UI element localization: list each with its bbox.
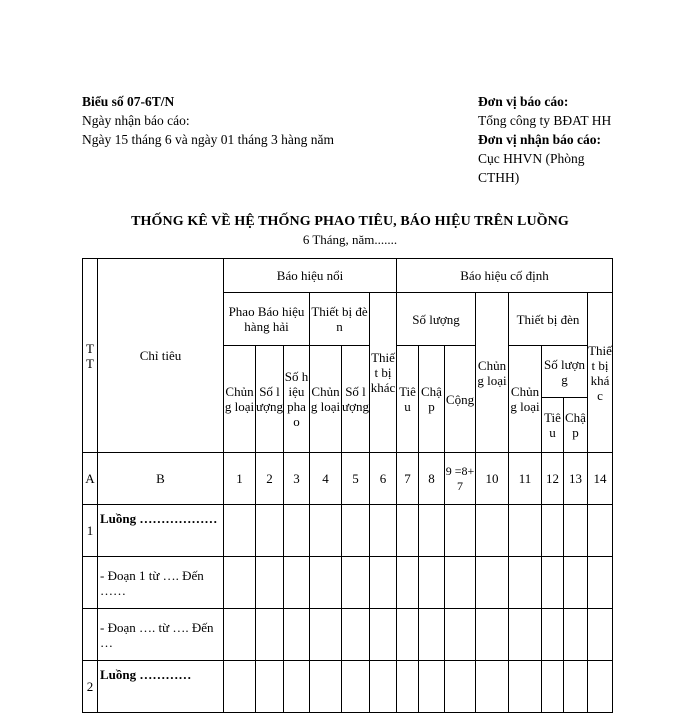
h-lamp-qty2: Số lượng bbox=[542, 346, 588, 398]
index-cell: 8 bbox=[419, 453, 445, 505]
index-cell: 11 bbox=[509, 453, 542, 505]
h-large: Chập bbox=[419, 346, 445, 453]
row-tt: 1 bbox=[83, 505, 98, 557]
h-qty: Số lượng bbox=[256, 346, 284, 453]
h-type: Chủng loại bbox=[224, 346, 256, 453]
document-title: THỐNG KÊ VỀ HỆ THỐNG PHAO TIÊU, BÁO HIỆU TRÊN LUỒNG bbox=[131, 214, 569, 229]
h-small: Tiêu bbox=[397, 346, 419, 453]
h-total: Cộng bbox=[445, 346, 476, 453]
reporting-unit-label: Đơn vị báo cáo: bbox=[478, 94, 569, 109]
sub-buoy: Phao Báo hiệu hàng hải bbox=[224, 293, 310, 346]
sub-quantity: Số lượng bbox=[397, 293, 476, 346]
h-buoy-no: Số hiệu phao bbox=[284, 346, 310, 453]
group-fixed-signals: Báo hiệu cố định bbox=[397, 259, 613, 293]
row-tt bbox=[83, 557, 98, 609]
receiving-unit-label: Đơn vị nhận báo cáo: bbox=[478, 132, 602, 147]
sub-lamp-fixed: Thiết bị đèn bbox=[509, 293, 588, 346]
document-subtitle: 6 Tháng, năm....... bbox=[302, 232, 398, 247]
receive-date-label: Ngày nhận báo cáo: bbox=[82, 113, 190, 128]
col-chi-tieu: Chỉ tiêu bbox=[98, 259, 224, 453]
fixed-types: Chủng loại bbox=[476, 293, 509, 453]
index-cell: 13 bbox=[564, 453, 588, 505]
index-cell: 7 bbox=[397, 453, 419, 505]
index-cell: 14 bbox=[588, 453, 613, 505]
statistics-table bbox=[82, 258, 613, 713]
h-small2: Tiêu bbox=[542, 398, 564, 453]
index-cell: 3 bbox=[284, 453, 310, 505]
h-lamp-qty: Số lượng bbox=[342, 346, 370, 453]
index-cell: A bbox=[83, 453, 98, 505]
index-cell: 12 bbox=[542, 453, 564, 505]
row-tt bbox=[83, 609, 98, 661]
h-lamp-type: Chủng loại bbox=[310, 346, 342, 453]
index-cell: 4 bbox=[310, 453, 342, 505]
index-cell: 10 bbox=[476, 453, 509, 505]
h-lamp-type2: Chủng loại bbox=[509, 346, 542, 453]
other-floating: Thiết bị khác bbox=[370, 293, 397, 453]
other-fixed: Thiết bị khác bbox=[588, 293, 613, 453]
index-cell: 9 =8+7 bbox=[445, 453, 476, 505]
row-label: Luồng ………… bbox=[98, 661, 224, 713]
header-left bbox=[82, 92, 334, 149]
group-floating-signals: Báo hiệu nổi bbox=[224, 259, 397, 293]
row-label: - Đoạn …. từ …. Đến … bbox=[98, 609, 224, 661]
index-cell: 2 bbox=[256, 453, 284, 505]
h-large2: Chập bbox=[564, 398, 588, 453]
header-right bbox=[478, 92, 628, 187]
form-number: Biểu số 07-6T/N bbox=[82, 94, 175, 109]
index-cell: 1 bbox=[224, 453, 256, 505]
receive-date-value: Ngày 15 tháng 6 và ngày 01 tháng 3 hàng năm bbox=[82, 132, 334, 147]
row-label: Luồng ……………… bbox=[98, 505, 224, 557]
reporting-unit-value: Tổng công ty BĐAT HH bbox=[478, 113, 612, 128]
index-cell: B bbox=[98, 453, 224, 505]
row-label: - Đoạn 1 từ …. Đến …… bbox=[98, 557, 224, 609]
index-cell: 6 bbox=[370, 453, 397, 505]
sub-lamp-floating: Thiết bị đèn bbox=[310, 293, 370, 346]
receiving-unit-value: Cục HHVN (Phòng CTHH) bbox=[478, 151, 585, 185]
index-cell: 5 bbox=[342, 453, 370, 505]
row-tt: 2 bbox=[83, 661, 98, 713]
col-tt: TT bbox=[83, 259, 98, 453]
